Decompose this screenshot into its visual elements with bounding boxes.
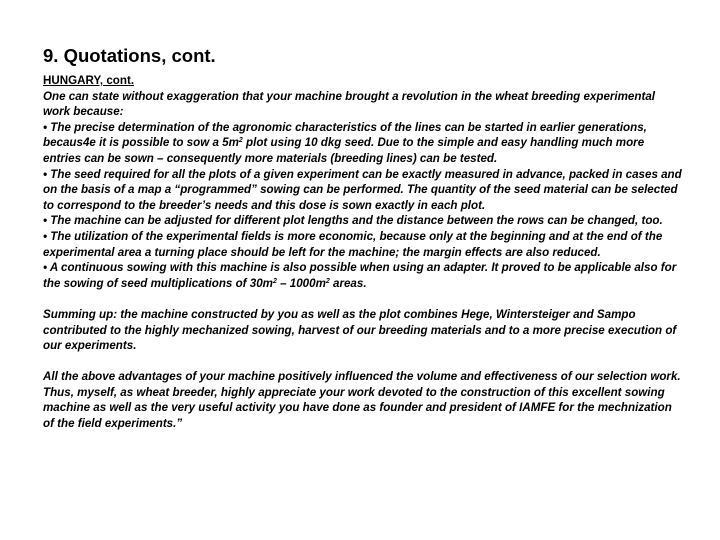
spacer [43, 354, 683, 370]
slide-body [43, 73, 683, 432]
bullet-5 [43, 260, 683, 291]
intro-paragraph: One can state without exaggeration that your machine brought a revolution in the wheat breeding experimental work because: [43, 89, 655, 119]
slide-title: 9. Quotations, cont. [43, 45, 216, 66]
bullet-4: • The utilization of the experimental fields is more economic, because only at the beginning and at the end of the experimental area a turning place should be left for the machine; the margin effects are also reduced. [43, 229, 663, 259]
bullet-1-text-a: • The precise determination of the agronomic characteristics of the lines can be started in earlier generations, becaus4e it is possible to sow a 5m [43, 120, 647, 150]
bullet-5-text-a: • A continuous sowing with this machine is also possible when using an adapter. It proved to be applicable also for the sowing of seed multiplications of 30m [43, 261, 677, 290]
country-subheading: HUNGARY, cont. [43, 74, 135, 87]
closing-paragraph: All the above advantages of your machine positively influenced the volume and effectiveness of our selection work. Thus, myself, as wheat breeder, highly appreciate your work devoted to the construction of this excellent sowing machine as well as the very useful activity you have done as founder and president of IAMFE for the mechnization of the field experiments.” [43, 370, 681, 431]
bullet-5-text-c: areas. [329, 276, 367, 290]
spacer [43, 291, 683, 307]
bullet-5-superscript-1: 2 [272, 277, 277, 285]
bullet-2: • The seed required for all the plots of a given experiment can be exactly measured in advance, packed in cases and on the basis of a map a “programmed” sowing can be performed. The quantity of the seed material can be selected to correspond to the breeder’s needs and this dose is sown exactly in each plot. [43, 167, 682, 212]
bullet-3: • The machine can be adjusted for different plot lengths and the distance between the rows can be changed, too. [43, 214, 663, 228]
bullet-5-superscript-2: 2 [325, 277, 330, 285]
bullet-1 [43, 120, 683, 167]
bullet-5-text-b: – 1000m [276, 276, 326, 290]
bullet-1-text-b: plot using 10 dkg seed. Due to the simple and easy handling much more entries can be sown – consequently more materials (breeding lines) can be tested. [43, 136, 645, 165]
bullet-1-superscript: 2 [238, 137, 243, 145]
summary-paragraph: Summing up: the machine constructed by you as well as the plot combines Hege, Wintersteiger and Sampo contributed to the highly mechanized sowing, harvest of our breeding materials and to a more precise execution of our experiments. [43, 307, 677, 353]
